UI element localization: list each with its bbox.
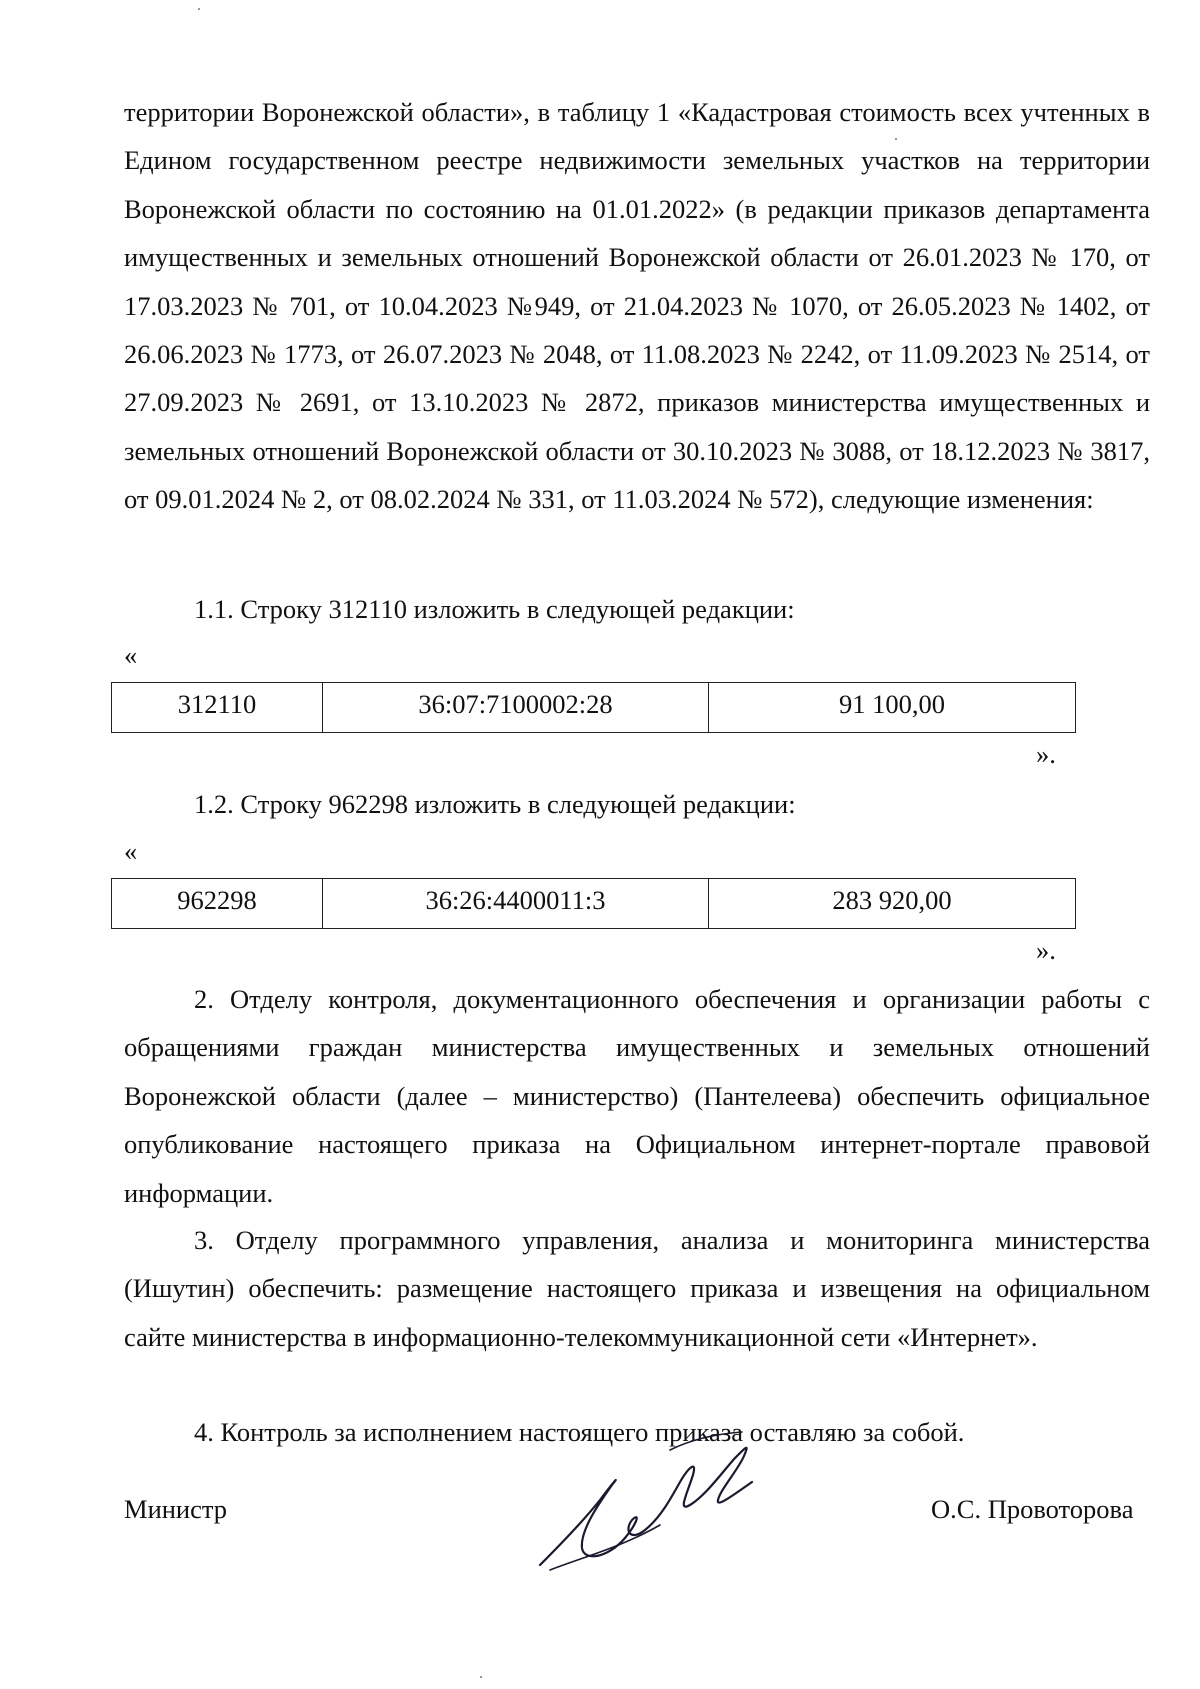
signature-position: Министр [124, 1494, 228, 1524]
cell-row-number: 312110 [112, 683, 323, 732]
cell-cadastral-number: 36:07:7100002:28 [323, 683, 709, 732]
quote-close: ». [1036, 935, 1056, 965]
cell-cadastral-value: 91 100,00 [839, 689, 945, 719]
item-3: 3. Отделу программного управления, анализа и мониторинга министерства (Ишутин) обеспечить: размещение настоящего приказа и извещения на официальном сайте министерства в информационно-телекоммуникационной сети «Интернет». [124, 1225, 1150, 1352]
quote-close: ». [1036, 739, 1056, 769]
table-row-962298 [111, 878, 1076, 929]
item-2: 2. Отделу контроля, документационного обеспечения и организации работы с обращениями граждан министерства имущественных и земельных отношений Воронежской области (далее – министерство) (Пантелеева) обеспечить официальное опубликование настоящего приказа на Официальном интернет-портале правовой информации. [124, 984, 1150, 1208]
table-row-312110 [111, 682, 1076, 733]
item-4: 4. Контроль за исполнением настоящего приказа оставляю за собой. [194, 1417, 965, 1447]
cell-cadastral-value: 283 920,00 [832, 885, 952, 915]
item-1-1: 1.1. Строку 312110 изложить в следующей редакции: [194, 594, 795, 624]
intro-paragraph: территории Воронежской области», в таблицу 1 «Кадастровая стоимость всех учтенных в Едином государственном реестре недвижимости земельных участков на территории Воронежской области по состоянию на 01.01.2022» (в редакции приказов департамента имущественных и земельных отношений Воронежской области от 26.01.2023 № 170, от 17.03.2023 № 701, от 10.04.2023 №949, от 21.04.2023 № 1070, от 26.05.2023 № 1402, от 26.06.2023 № 1773, от 26.07.2023 № 2048, от 11.08.2023 № 2242, от 11.09.2023 № 2514, от 27.09.2023 № 2691, от 13.10.2023 № 2872, приказов министерства имущественных и земельных отношений Воронежской области от 30.10.2023 № 3088, от 18.12.2023 № 3817, от 09.01.2024 № 2, от 08.02.2024 № 331, от 11.03.2024 № 572), следующие изменения: [124, 97, 1150, 515]
scan-speck [198, 8, 200, 10]
cell-cadastral-number: 36:26:4400011:3 [323, 879, 709, 928]
scan-speck [480, 1676, 482, 1678]
quote-open: « [124, 640, 138, 670]
quote-open: « [124, 836, 138, 866]
signatory-name: О.С. Провоторова [931, 1494, 1134, 1524]
cell-row-number: 962298 [112, 879, 323, 928]
item-1-2: 1.2. Строку 962298 изложить в следующей редакции: [194, 789, 796, 819]
handwritten-signature [520, 1430, 770, 1580]
